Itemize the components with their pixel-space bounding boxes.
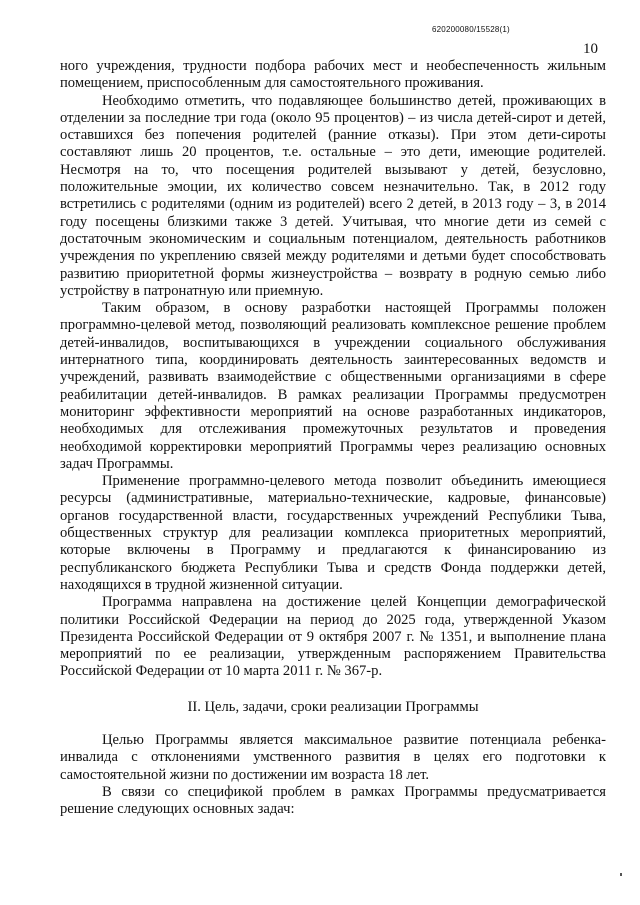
paragraph: Программа направлена на достижение целей Концепции демографической политики Российской Федерации на период до 2025 года, утвержденной Указом Президента Российской Федерации от 9 октября 2007 г. № 1351, и выполнение плана мероприятий по ее реализации, утвержденным распоряжением Правительства Российской Федерации от 10 марта 2011 г. № 367-р. — [60, 594, 606, 680]
document-code: 620200080/15528(1) — [432, 25, 510, 34]
page-number: 10 — [583, 41, 598, 57]
paragraph: Необходимо отметить, что подавляющее большинство детей, проживающих в отделении за последние три года (около 95 процентов) – из числа детей-сирот и детей, оставшихся без попечения родителей (ранние отказы). При этом дети-сироты составляют лишь 20 процентов, т.е. остальные – это дети, имеющие родителей. Несмотря на то, что посещения родителей вызывают у детей, безусловно, положительные эмоции, их количество совсем незначительно. Так, в 2012 году встретились с родителями (одним из родителей) всего 2 детей, в 2013 году – 3, в 2014 году посещены близкими также 3 детей. Учитывая, что многие дети из семей с достаточным экономическим и социальным потенциалом, деятельность работников учреждения по укреплению связей между родителями и детьми будет способствовать развитию приоритетной формы жизнеустройства – возврату в родную семью либо устройству в патронатную или приемную. — [60, 92, 606, 299]
section-heading: II. Цель, задачи, сроки реализации Программы — [187, 698, 479, 715]
paragraph: Целью Программы является максимальное развитие потенциала ребенка-инвалида с отклонениями умственного развития в целях его подготовки к самостоятельной жизни по достижении им возраста 18 лет. — [60, 731, 606, 783]
paragraph: Применение программно-целевого метода позволит объединить имеющиеся ресурсы (административные, материально-технические, кадровые, финансовые) органов государственной власти, государственных учреждений Республики Тыва, общественных структур для реализации комплекса приоритетных мероприятий, которые включены в Программу и предлагаются к финансированию из республиканского бюджета Республики Тыва и средств Фонда поддержки детей, находящихся в трудной жизненной ситуации. — [60, 473, 606, 593]
paragraph: Таким образом, в основу разработки настоящей Программы положен программно-целевой метод, позволяющий реализовать комплексное решение проблем детей-инвалидов, воспитывающихся в учреждении социального обслуживания интернатного типа, координировать деятельность заинтересованных ведомств и учреждений, развивать взаимодействие с общественными организациями в сфере реабилитации детей-инвалидов. В рамках реализации Программы предусмотрен мониторинг эффективности мероприятий на основе разработанных индикаторов, необходимых для отслеживания промежуточных результатов и проведения необходимой корректировки мероприятий Программы через реализацию основных задач Программы. — [60, 300, 606, 472]
paragraph: В связи со спецификой проблем в рамках Программы предусматривается решение следующих основных задач: — [60, 783, 606, 818]
document-body — [60, 58, 606, 818]
paragraph-continued: ного учреждения, трудности подбора рабочих мест и необеспеченность жильным помещением, приспособленным для самостоятельного проживания. — [60, 58, 606, 92]
scan-mark — [620, 873, 622, 876]
